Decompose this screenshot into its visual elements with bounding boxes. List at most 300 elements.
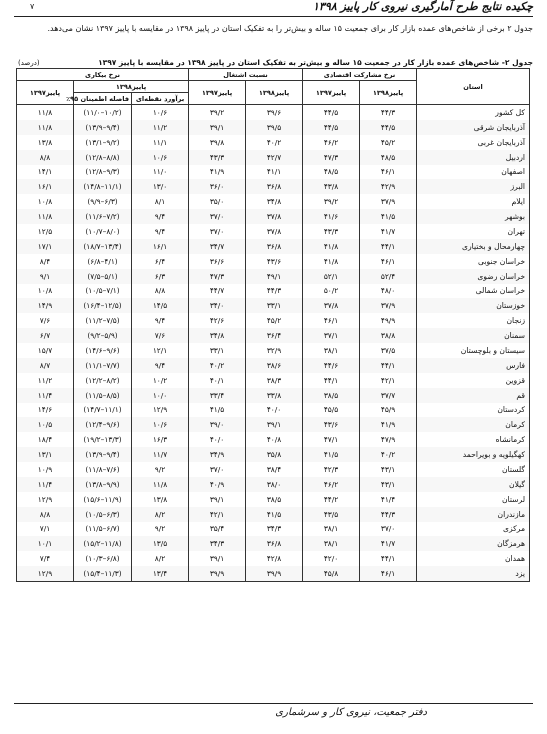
unemployment-97-cell: ۱۸/۴: [17, 432, 74, 447]
unemployment-97-cell: ۸/۷: [17, 358, 74, 373]
province-cell: البرز: [417, 179, 530, 194]
unemployment-97-cell: ۱۱/۸: [17, 209, 74, 224]
employment-97-cell: ۴۱/۵: [189, 403, 246, 418]
unemployment-point-cell: ۸/۲: [132, 507, 189, 522]
header-participation: نرخ مشارکت اقتصادی: [303, 69, 417, 81]
province-cell: سیستان و بلوچستان: [417, 343, 530, 358]
unemployment-ci-cell: (۶/۳–۱۰/۵): [74, 507, 132, 522]
header-title: چکیده نتایج طرح آمارگیری نیروی کار پاییز ۱۳۹۸: [313, 0, 533, 13]
employment-98-cell: ۴۰/۸: [246, 432, 303, 447]
table-row: [17, 254, 530, 269]
participation-97-cell: ۴۵/۵: [303, 403, 360, 418]
unemployment-97-cell: ۱۲/۹: [17, 492, 74, 507]
employment-97-cell: ۴۲/۱: [189, 507, 246, 522]
province-cell: لرستان: [417, 492, 530, 507]
unemployment-ci-cell: (۹/۶–۱۴/۶): [74, 343, 132, 358]
unemployment-ci-cell: (۱۰/۲–۱۱/۰): [74, 105, 132, 120]
table-row: [17, 150, 530, 165]
participation-97-cell: ۴۷/۳: [303, 150, 360, 165]
participation-98-cell: ۴۴/۳: [360, 507, 417, 522]
unemployment-ci-cell: (۷/۵–۱۱/۲): [74, 313, 132, 328]
participation-97-cell: ۴۳/۵: [303, 507, 360, 522]
employment-98-cell: ۳۷/۸: [246, 224, 303, 239]
unemployment-point-cell: ۱۱/۲: [132, 120, 189, 135]
employment-98-cell: ۴۰/۲: [246, 135, 303, 150]
province-cell: قم: [417, 388, 530, 403]
unemployment-ci-cell: (۱۱/۳–۱۵/۴): [74, 566, 132, 581]
participation-98-cell: ۴۱/۷: [360, 224, 417, 239]
unemployment-ci-cell: (۱۳/۴–۱۸/۷): [74, 239, 132, 254]
participation-97-cell: ۳۹/۲: [303, 194, 360, 209]
unemployment-point-cell: ۱۱/۷: [132, 447, 189, 462]
unemployment-point-cell: ۶/۴: [132, 254, 189, 269]
employment-98-cell: ۳۶/۸: [246, 239, 303, 254]
unemployment-97-cell: ۷/۴: [17, 551, 74, 566]
participation-97-cell: ۳۷/۸: [303, 298, 360, 313]
participation-97-cell: ۴۴/۵: [303, 120, 360, 135]
page-number: ۷: [30, 2, 35, 11]
employment-98-cell: ۳۹/۱: [246, 417, 303, 432]
province-cell: هرمزگان: [417, 536, 530, 551]
unemployment-point-cell: ۱۲/۱: [132, 343, 189, 358]
unemployment-97-cell: ۸/۸: [17, 150, 74, 165]
unemployment-ci-cell: (۷/۶–۱۱/۸): [74, 462, 132, 477]
participation-97-cell: ۴۲/۰: [303, 551, 360, 566]
employment-97-cell: ۳۴/۹: [189, 447, 246, 462]
participation-98-cell: ۴۴/۱: [360, 358, 417, 373]
employment-97-cell: ۴۴/۷: [189, 284, 246, 299]
unemployment-ci-cell: (۸/۸–۱۲/۸): [74, 150, 132, 165]
table-row: [17, 551, 530, 566]
unemployment-point-cell: ۱۰/۶: [132, 105, 189, 120]
participation-97-cell: ۵۲/۱: [303, 269, 360, 284]
unemployment-97-cell: ۱۱/۸: [17, 105, 74, 120]
unemployment-ci-cell: (۷/۷–۱۱/۱): [74, 358, 132, 373]
unemployment-97-cell: ۱۵/۷: [17, 343, 74, 358]
table-row: [17, 373, 530, 388]
unemployment-ci-cell: (۱۱/۹–۱۵/۶): [74, 492, 132, 507]
table-row: [17, 165, 530, 180]
table-row: [17, 447, 530, 462]
province-cell: کرمان: [417, 417, 530, 432]
province-cell: همدان: [417, 551, 530, 566]
header-unemployment-97: پاییز۱۳۹۷: [17, 81, 74, 105]
unemployment-point-cell: ۹/۴: [132, 224, 189, 239]
employment-98-cell: ۳۳/۸: [246, 388, 303, 403]
employment-98-cell: ۳۶/۸: [246, 179, 303, 194]
employment-98-cell: ۳۵/۸: [246, 447, 303, 462]
unemployment-point-cell: ۱۳/۵: [132, 536, 189, 551]
table-row: [17, 522, 530, 537]
province-cell: کردستان: [417, 403, 530, 418]
unemployment-ci-cell: (۷/۱–۱۰/۵): [74, 284, 132, 299]
header-unemployment: نرخ بیکاری: [17, 69, 189, 81]
unemployment-point-cell: ۱۱/۸: [132, 477, 189, 492]
table-row: [17, 462, 530, 477]
header-divider: [14, 16, 533, 17]
table-row: [17, 492, 530, 507]
participation-97-cell: ۴۷/۱: [303, 432, 360, 447]
province-cell: اصفهان: [417, 165, 530, 180]
unemployment-97-cell: ۱۲/۵: [17, 224, 74, 239]
table-row: [17, 239, 530, 254]
unemployment-point-cell: ۷/۶: [132, 328, 189, 343]
table-row: [17, 105, 530, 120]
header-ci95: فاصله اطمینان ۹۵٪: [74, 93, 132, 105]
unemployment-97-cell: ۷/۶: [17, 313, 74, 328]
employment-97-cell: ۳۵/۴: [189, 522, 246, 537]
employment-97-cell: ۴۰/۰: [189, 432, 246, 447]
employment-98-cell: ۳۸/۳: [246, 373, 303, 388]
employment-98-cell: ۳۴/۳: [246, 522, 303, 537]
employment-98-cell: ۴۲/۸: [246, 551, 303, 566]
participation-97-cell: ۳۸/۱: [303, 536, 360, 551]
unemployment-ci-cell: (۱۳/۳–۱۹/۲): [74, 432, 132, 447]
unemployment-point-cell: ۶/۳: [132, 269, 189, 284]
unemployment-point-cell: ۹/۲: [132, 522, 189, 537]
employment-97-cell: ۳۷/۰: [189, 462, 246, 477]
unemployment-97-cell: ۱۴/۱: [17, 165, 74, 180]
unemployment-ci-cell: (۶/۳–۹/۹): [74, 194, 132, 209]
employment-97-cell: ۳۹/۱: [189, 492, 246, 507]
participation-98-cell: ۴۵/۹: [360, 403, 417, 418]
unemployment-ci-cell: (۹/۹–۱۳/۸): [74, 477, 132, 492]
unemployment-ci-cell: (۵/۱–۷/۵): [74, 269, 132, 284]
table-row: [17, 209, 530, 224]
province-cell: یزد: [417, 566, 530, 581]
province-cell: زنجان: [417, 313, 530, 328]
employment-98-cell: ۴۴/۳: [246, 284, 303, 299]
unemployment-point-cell: ۱۱/۱: [132, 135, 189, 150]
participation-97-cell: ۴۱/۶: [303, 209, 360, 224]
unemployment-point-cell: ۱۳/۴: [132, 566, 189, 581]
participation-97-cell: ۴۱/۵: [303, 447, 360, 462]
unemployment-ci-cell: (۱۱/۸–۱۵/۲): [74, 536, 132, 551]
employment-97-cell: ۴۰/۱: [189, 373, 246, 388]
province-cell: اردبیل: [417, 150, 530, 165]
participation-97-cell: ۴۵/۸: [303, 566, 360, 581]
participation-97-cell: ۴۶/۲: [303, 135, 360, 150]
table-row: [17, 313, 530, 328]
participation-98-cell: ۳۷/۰: [360, 522, 417, 537]
unemployment-97-cell: ۱۰/۱: [17, 536, 74, 551]
participation-98-cell: ۴۴/۱: [360, 551, 417, 566]
unemployment-97-cell: ۱۰/۵: [17, 417, 74, 432]
unemployment-point-cell: ۹/۲: [132, 462, 189, 477]
participation-97-cell: ۳۸/۵: [303, 388, 360, 403]
participation-98-cell: ۴۱/۵: [360, 209, 417, 224]
table-row: [17, 298, 530, 313]
province-cell: ایلام: [417, 194, 530, 209]
employment-98-cell: ۳۲/۹: [246, 343, 303, 358]
participation-98-cell: ۴۶/۱: [360, 566, 417, 581]
participation-98-cell: ۳۷/۵: [360, 343, 417, 358]
employment-97-cell: ۳۷/۰: [189, 209, 246, 224]
header-point-estimate: برآورد نقطه‌ای: [132, 93, 189, 105]
participation-98-cell: ۴۷/۹: [360, 432, 417, 447]
participation-97-cell: ۴۴/۶: [303, 358, 360, 373]
employment-97-cell: ۳۹/۰: [189, 417, 246, 432]
participation-97-cell: ۴۱/۸: [303, 239, 360, 254]
participation-97-cell: ۳۸/۱: [303, 343, 360, 358]
unemployment-97-cell: ۱۱/۸: [17, 120, 74, 135]
unemployment-point-cell: ۸/۲: [132, 551, 189, 566]
employment-98-cell: ۴۱/۱: [246, 165, 303, 180]
table-row: [17, 536, 530, 551]
unemployment-point-cell: ۱۱/۰: [132, 165, 189, 180]
employment-98-cell: ۴۱/۵: [246, 507, 303, 522]
table-row: [17, 328, 530, 343]
unemployment-97-cell: ۱۳/۸: [17, 135, 74, 150]
unemployment-97-cell: ۱۰/۸: [17, 284, 74, 299]
table-row: [17, 358, 530, 373]
province-cell: خراسان جنوبی: [417, 254, 530, 269]
header-employment-98: پاییز۱۳۹۸: [246, 81, 303, 105]
province-cell: بوشهر: [417, 209, 530, 224]
unemployment-point-cell: ۱۰/۰: [132, 388, 189, 403]
province-cell: کرمانشاه: [417, 432, 530, 447]
employment-97-cell: ۳۷/۰: [189, 224, 246, 239]
province-cell: آذربایجان شرقی: [417, 120, 530, 135]
participation-97-cell: ۴۳/۸: [303, 179, 360, 194]
unemployment-ci-cell: (۹/۴–۱۳/۹): [74, 447, 132, 462]
province-cell: کهگیلویه و بویراحمد: [417, 447, 530, 462]
unemployment-97-cell: ۷/۱: [17, 522, 74, 537]
header-employment-97: پاییز۱۳۹۷: [189, 81, 246, 105]
participation-98-cell: ۴۰/۲: [360, 447, 417, 462]
unemployment-ci-cell: (۹/۲–۱۳/۱): [74, 135, 132, 150]
header-employment: نسبت اشتغال: [189, 69, 303, 81]
participation-98-cell: ۴۴/۱: [360, 239, 417, 254]
description-paragraph: جدول ۲ برخی از شاخص‌های عمده بازار کار برای جمعیت ۱۵ ساله و بیش‌تر را به تفکیک استان در پاییز ۱۳۹۸ در مقایسه با پاییز ۱۳۹۷ نشان می‌دهد.: [47, 24, 533, 33]
employment-97-cell: ۳۴/۰: [189, 298, 246, 313]
province-cell: سمنان: [417, 328, 530, 343]
unemployment-ci-cell: (۱۱/۱–۱۴/۷): [74, 403, 132, 418]
employment-97-cell: ۴۷/۳: [189, 269, 246, 284]
header-participation-97: پاییز۱۳۹۷: [303, 81, 360, 105]
province-cell: فارس: [417, 358, 530, 373]
employment-97-cell: ۳۳/۴: [189, 388, 246, 403]
employment-98-cell: ۴۵/۲: [246, 313, 303, 328]
employment-98-cell: ۳۸/۴: [246, 462, 303, 477]
employment-97-cell: ۳۴/۸: [189, 328, 246, 343]
table-row: [17, 432, 530, 447]
table-row: [17, 343, 530, 358]
unemployment-97-cell: ۱۲/۹: [17, 566, 74, 581]
unemployment-97-cell: ۱۱/۴: [17, 477, 74, 492]
unemployment-97-cell: ۱۰/۹: [17, 462, 74, 477]
employment-97-cell: ۳۶/۶: [189, 254, 246, 269]
unemployment-point-cell: ۸/۱: [132, 194, 189, 209]
participation-97-cell: ۴۴/۱: [303, 373, 360, 388]
participation-97-cell: ۴۱/۸: [303, 254, 360, 269]
employment-97-cell: ۴۲/۶: [189, 313, 246, 328]
employment-98-cell: ۳۹/۹: [246, 566, 303, 581]
unemployment-97-cell: ۸/۴: [17, 254, 74, 269]
header-province: استان: [417, 69, 530, 105]
unemployment-ci-cell: (۱۱/۱–۱۴/۸): [74, 179, 132, 194]
indicators-table: [16, 68, 530, 582]
participation-98-cell: ۴۸/۰: [360, 284, 417, 299]
employment-98-cell: ۴۰/۰: [246, 403, 303, 418]
participation-98-cell: ۳۷/۹: [360, 194, 417, 209]
participation-98-cell: ۴۳/۱: [360, 462, 417, 477]
table-row: [17, 477, 530, 492]
employment-97-cell: ۳۴/۷: [189, 239, 246, 254]
unemployment-point-cell: ۱۳/۰: [132, 179, 189, 194]
table-row: [17, 388, 530, 403]
table-body: [17, 105, 530, 582]
unemployment-point-cell: ۱۰/۶: [132, 150, 189, 165]
unemployment-ci-cell: (۶/۷–۱۱/۵): [74, 522, 132, 537]
participation-97-cell: ۴۳/۶: [303, 417, 360, 432]
employment-97-cell: ۳۹/۱: [189, 551, 246, 566]
employment-97-cell: ۳۴/۳: [189, 536, 246, 551]
province-cell: تهران: [417, 224, 530, 239]
table-row: [17, 284, 530, 299]
unemployment-ci-cell: (۶/۸–۱۰/۳): [74, 551, 132, 566]
unemployment-point-cell: ۱۳/۸: [132, 492, 189, 507]
unemployment-ci-cell: (۹/۴–۱۳/۹): [74, 120, 132, 135]
employment-97-cell: ۳۳/۱: [189, 343, 246, 358]
unemployment-point-cell: ۱۶/۳: [132, 432, 189, 447]
employment-98-cell: ۴۹/۱: [246, 269, 303, 284]
participation-98-cell: ۴۶/۱: [360, 165, 417, 180]
unemployment-point-cell: ۱۶/۱: [132, 239, 189, 254]
employment-98-cell: ۳۸/۰: [246, 477, 303, 492]
employment-97-cell: ۴۰/۹: [189, 477, 246, 492]
province-cell: خراسان رضوی: [417, 269, 530, 284]
province-cell: مازندران: [417, 507, 530, 522]
employment-98-cell: ۳۹/۵: [246, 120, 303, 135]
table-row: [17, 566, 530, 581]
table-row: [17, 179, 530, 194]
unemployment-ci-cell: (۵/۹–۹/۲): [74, 328, 132, 343]
header-unemployment-98: پاییز۱۳۹۸: [74, 81, 189, 93]
province-cell: خوزستان: [417, 298, 530, 313]
employment-98-cell: ۴۲/۷: [246, 150, 303, 165]
unit-label: (درصد): [18, 59, 40, 67]
unemployment-ci-cell: (۱۲/۵–۱۶/۴): [74, 298, 132, 313]
participation-98-cell: ۴۶/۱: [360, 254, 417, 269]
participation-98-cell: ۳۷/۹: [360, 298, 417, 313]
unemployment-ci-cell: (۸/۵–۱۱/۵): [74, 388, 132, 403]
participation-98-cell: ۵۲/۴: [360, 269, 417, 284]
employment-98-cell: ۳۶/۸: [246, 536, 303, 551]
employment-97-cell: ۳۹/۹: [189, 566, 246, 581]
unemployment-point-cell: ۹/۴: [132, 209, 189, 224]
employment-97-cell: ۳۹/۸: [189, 135, 246, 150]
table-row: [17, 224, 530, 239]
employment-98-cell: ۳۷/۸: [246, 209, 303, 224]
province-cell: گیلان: [417, 477, 530, 492]
participation-97-cell: ۴۴/۲: [303, 492, 360, 507]
participation-97-cell: ۵۰/۲: [303, 284, 360, 299]
participation-98-cell: ۴۴/۳: [360, 105, 417, 120]
participation-97-cell: ۴۳/۳: [303, 224, 360, 239]
participation-98-cell: ۴۱/۴: [360, 492, 417, 507]
footer-divider: [14, 703, 533, 704]
employment-97-cell: ۳۹/۲: [189, 105, 246, 120]
unemployment-ci-cell: (۹/۳–۱۲/۸): [74, 165, 132, 180]
participation-98-cell: ۴۲/۹: [360, 179, 417, 194]
table-row: [17, 194, 530, 209]
participation-98-cell: ۴۵/۲: [360, 135, 417, 150]
table-row: [17, 417, 530, 432]
table-row: [17, 507, 530, 522]
unemployment-97-cell: ۱۰/۸: [17, 194, 74, 209]
unemployment-97-cell: ۶/۷: [17, 328, 74, 343]
unemployment-point-cell: ۹/۴: [132, 313, 189, 328]
participation-97-cell: ۳۸/۱: [303, 522, 360, 537]
province-cell: خراسان شمالی: [417, 284, 530, 299]
table-row: [17, 135, 530, 150]
employment-97-cell: ۴۰/۲: [189, 358, 246, 373]
participation-98-cell: ۴۱/۷: [360, 536, 417, 551]
employment-98-cell: ۳۳/۱: [246, 298, 303, 313]
table-row: [17, 269, 530, 284]
participation-97-cell: ۴۸/۵: [303, 165, 360, 180]
participation-97-cell: ۴۶/۱: [303, 313, 360, 328]
employment-98-cell: ۳۸/۶: [246, 358, 303, 373]
unemployment-ci-cell: (۴/۱–۶/۸): [74, 254, 132, 269]
unemployment-ci-cell: (۸/۰–۱۰/۷): [74, 224, 132, 239]
province-cell: آذربایجان غربی: [417, 135, 530, 150]
employment-97-cell: ۴۳/۳: [189, 150, 246, 165]
unemployment-97-cell: ۱۶/۱: [17, 179, 74, 194]
unemployment-97-cell: ۱۳/۱: [17, 447, 74, 462]
participation-98-cell: ۴۲/۱: [360, 373, 417, 388]
employment-97-cell: ۳۶/۰: [189, 179, 246, 194]
employment-97-cell: ۴۱/۹: [189, 165, 246, 180]
participation-97-cell: ۴۶/۲: [303, 477, 360, 492]
participation-98-cell: ۴۱/۹: [360, 417, 417, 432]
employment-98-cell: ۳۴/۸: [246, 194, 303, 209]
employment-97-cell: ۳۵/۰: [189, 194, 246, 209]
province-cell: مرکزی: [417, 522, 530, 537]
unemployment-97-cell: ۱۷/۱: [17, 239, 74, 254]
employment-97-cell: ۳۹/۱: [189, 120, 246, 135]
participation-98-cell: ۴۸/۵: [360, 150, 417, 165]
unemployment-point-cell: ۱۰/۶: [132, 417, 189, 432]
participation-97-cell: ۴۴/۵: [303, 105, 360, 120]
employment-98-cell: ۳۶/۴: [246, 328, 303, 343]
participation-97-cell: ۳۷/۱: [303, 328, 360, 343]
unemployment-point-cell: ۱۰/۲: [132, 373, 189, 388]
employment-98-cell: ۳۸/۵: [246, 492, 303, 507]
participation-98-cell: ۴۹/۹: [360, 313, 417, 328]
footer-signature: دفتر جمعیت، نیروی کار و سرشماری: [275, 707, 427, 718]
header-participation-98: پاییز۱۳۹۸: [360, 81, 417, 105]
unemployment-point-cell: ۹/۴: [132, 358, 189, 373]
unemployment-ci-cell: (۷/۲–۱۱/۶): [74, 209, 132, 224]
unemployment-point-cell: ۱۴/۵: [132, 298, 189, 313]
province-cell: قزوین: [417, 373, 530, 388]
unemployment-point-cell: ۱۲/۹: [132, 403, 189, 418]
unemployment-97-cell: ۱۱/۲: [17, 373, 74, 388]
unemployment-97-cell: ۱۴/۹: [17, 298, 74, 313]
unemployment-97-cell: ۱۱/۴: [17, 388, 74, 403]
unemployment-ci-cell: (۹/۶–۱۲/۴): [74, 417, 132, 432]
table-row: [17, 120, 530, 135]
province-cell: گلستان: [417, 462, 530, 477]
employment-98-cell: ۳۹/۶: [246, 105, 303, 120]
participation-98-cell: ۴۴/۵: [360, 120, 417, 135]
table-row: [17, 403, 530, 418]
province-cell: کل کشور: [417, 105, 530, 120]
province-cell: چهارمحال و بختیاری: [417, 239, 530, 254]
unemployment-97-cell: ۹/۱: [17, 269, 74, 284]
